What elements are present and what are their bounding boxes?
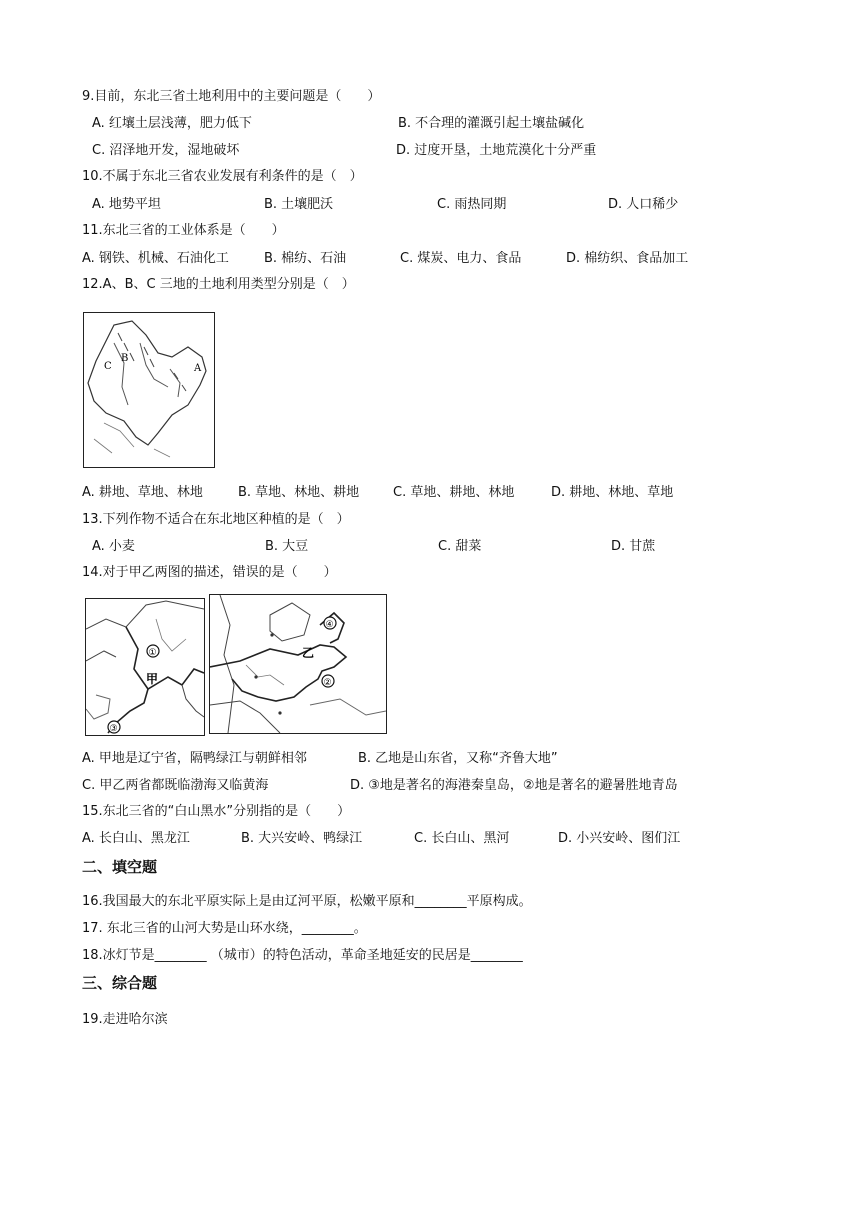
q14-option-b: B. 乙地是山东省，又称“齐鲁大地” xyxy=(358,751,558,766)
q9-stem: 9.目前，东北三省土地利用中的主要问题是（ ） xyxy=(82,89,381,104)
q13-option-c: C. 甜菜 xyxy=(438,539,482,554)
q15-option-b: B. 大兴安岭、鸭绿江 xyxy=(241,831,363,846)
map-yi-label-2: ② xyxy=(323,678,332,688)
q13-option-a: A. 小麦 xyxy=(92,539,135,554)
map-jia-label-3: ③ xyxy=(109,724,118,734)
q10-option-c: C. 雨热同期 xyxy=(437,197,507,212)
q10-option-b: B. 土壤肥沃 xyxy=(264,197,334,212)
map-yi-label-4: ④ xyxy=(325,620,334,630)
map-yi-label-yi: 乙 xyxy=(302,646,315,660)
map-label-b: B xyxy=(121,353,129,364)
q13-option-d: D. 甘蔗 xyxy=(611,539,656,554)
q14-option-c: C. 甲乙两省都既临渤海又临黄海 xyxy=(82,778,269,793)
map-jia xyxy=(85,598,205,736)
q14-stem: 14.对于甲乙两图的描述，错误的是（ ） xyxy=(82,565,337,580)
q13-stem: 13.下列作物不适合在东北地区种植的是（ ） xyxy=(82,512,350,527)
map-jia-label-jia: 甲 xyxy=(146,672,159,686)
map-label-c: C xyxy=(104,361,112,372)
q12-option-d: D. 耕地、林地、草地 xyxy=(551,485,674,500)
q12-option-c: C. 草地、耕地、林地 xyxy=(393,485,515,500)
q11-stem: 11.东北三省的工业体系是（ ） xyxy=(82,223,285,238)
q14-option-d: D. ③地是著名的海港秦皇岛，②地是著名的避暑胜地青岛 xyxy=(350,778,678,793)
q14-option-a: A. 甲地是辽宁省，隔鸭绿江与朝鲜相邻 xyxy=(82,751,307,766)
q15-option-c: C. 长白山、黑河 xyxy=(414,831,510,846)
map-label-a: A xyxy=(194,363,202,374)
q9-option-b: B. 不合理的灌溉引起土壤盐碱化 xyxy=(398,116,585,131)
q9-option-a: A. 红壤土层浅薄，肥力低下 xyxy=(92,116,252,131)
q15-option-d: D. 小兴安岭、图们江 xyxy=(558,831,681,846)
q17-text: 17. 东北三省的山河大势是山环水绕，________。 xyxy=(82,921,367,936)
q13-option-b: B. 大豆 xyxy=(265,539,309,554)
q12-stem: 12.A、B、C 三地的土地利用类型分别是（ ） xyxy=(82,277,355,292)
q15-option-a: A. 长白山、黑龙江 xyxy=(82,831,190,846)
q11-option-c: C. 煤炭、电力、食品 xyxy=(400,251,522,266)
q18-text: 18.冰灯节是________ （城市）的特色活动，革命圣地延安的民居是________ xyxy=(82,948,523,963)
q15-stem: 15.东北三省的“白山黑水”分别指的是（ ） xyxy=(82,804,351,819)
map-yi xyxy=(209,594,387,734)
q12-option-a: A. 耕地、草地、林地 xyxy=(82,485,203,500)
q9-option-c: C. 沼泽地开发，湿地破坏 xyxy=(92,143,240,158)
q11-option-b: B. 棉纺、石油 xyxy=(264,251,347,266)
map-jia-label-1: ① xyxy=(148,648,157,658)
northeast-map xyxy=(83,312,215,468)
q19-text: 19.走进哈尔滨 xyxy=(82,1012,168,1027)
q9-option-d: D. 过度开垦，土地荒漠化十分严重 xyxy=(396,143,597,158)
q16-text: 16.我国最大的东北平原实际上是由辽河平原，松嫩平原和________平原构成。 xyxy=(82,894,532,909)
q10-option-a: A. 地势平坦 xyxy=(92,197,161,212)
q10-stem: 10.不属于东北三省农业发展有利条件的是（ ） xyxy=(82,169,363,184)
q12-option-b: B. 草地、林地、耕地 xyxy=(238,485,360,500)
q10-option-d: D. 人口稀少 xyxy=(608,197,679,212)
section-comprehensive-heading: 三、综合题 xyxy=(82,974,158,992)
section-fill-in-heading: 二、填空题 xyxy=(82,858,158,876)
q11-option-d: D. 棉纺织、食品加工 xyxy=(566,251,689,266)
q11-option-a: A. 钢铁、机械、石油化工 xyxy=(82,251,229,266)
